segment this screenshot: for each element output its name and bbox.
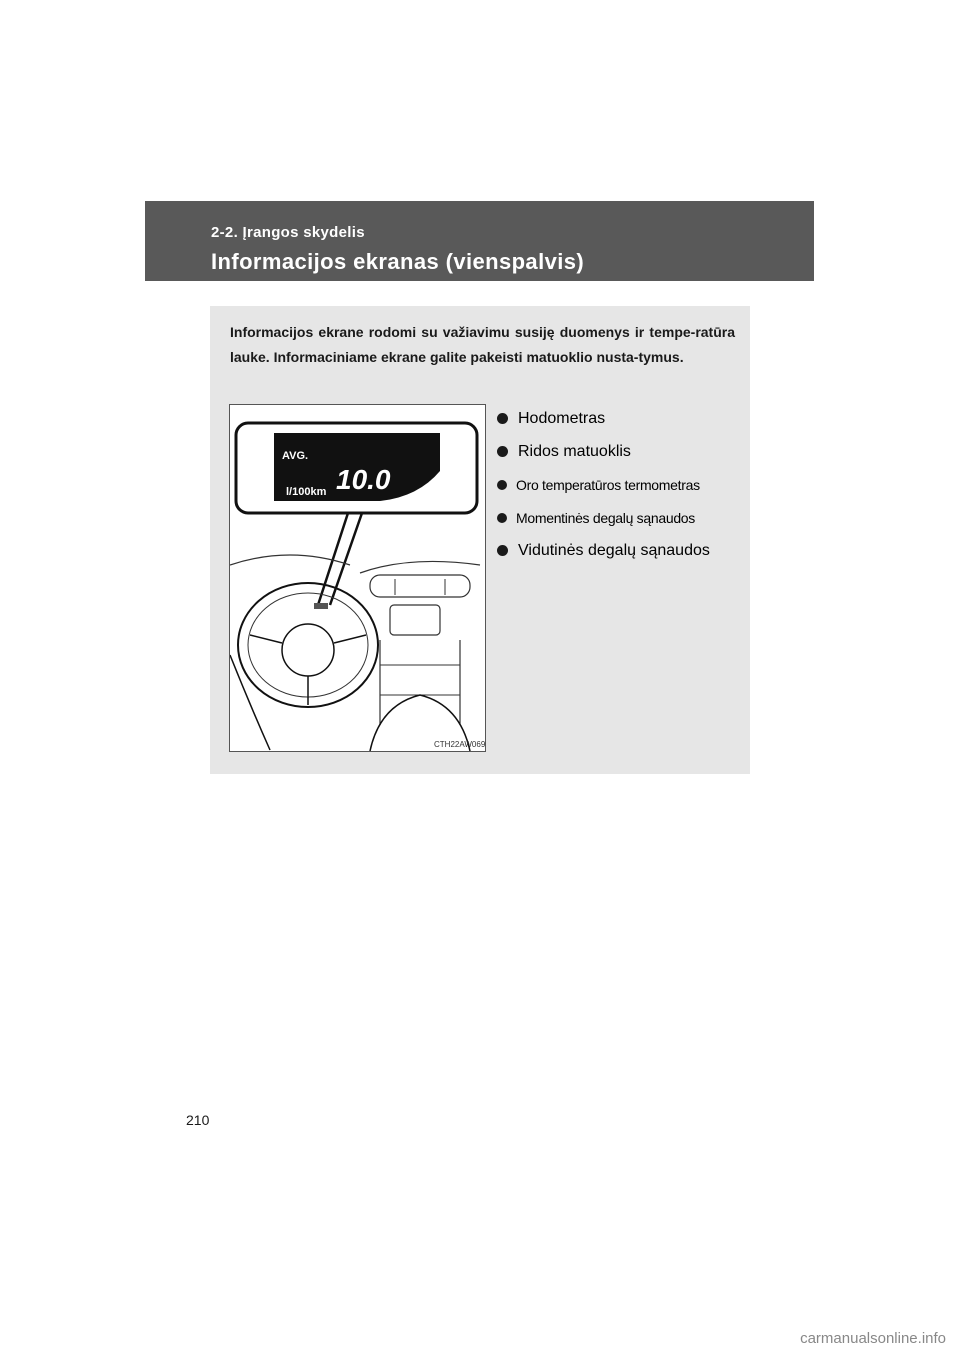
- list-item-label: Oro temperatūros termometras: [516, 476, 700, 493]
- list-item: [497, 501, 710, 534]
- bullet-dot-icon: [497, 513, 507, 523]
- lcd-unit: l/100km: [286, 486, 327, 498]
- cluster-display-mark: [314, 603, 328, 609]
- list-item-label: Vidutinės degalų sąnaudos: [518, 541, 710, 559]
- intro-paragraph: Informacijos ekrane rodomi su važiavimu susiję duomenys ir tempe-ratūra lauke. Informaciniame ekrane galite pakeisti matuoklio nusta-tymus.: [230, 324, 735, 365]
- watermark: carmanualsonline.info: [800, 1330, 946, 1347]
- list-item-label: Momentinės degalų sąnaudos: [516, 509, 695, 526]
- list-item-label: Hodometras: [518, 409, 606, 427]
- list-item: [497, 534, 710, 567]
- feature-list: [497, 402, 710, 567]
- bullet-dot-icon: [497, 545, 508, 556]
- dashboard-drawing: [230, 405, 485, 751]
- section-label: 2-2. Įrangos skydelis: [211, 224, 365, 241]
- page-number: 210: [186, 1112, 210, 1128]
- dashboard-illustration: [229, 404, 486, 752]
- section-header-band: [145, 201, 814, 281]
- lcd-value: 10.0: [336, 464, 391, 495]
- bullet-dot-icon: [497, 446, 508, 457]
- list-item: [497, 435, 710, 468]
- bullet-dot-icon: [497, 480, 507, 490]
- info-panel: [210, 306, 750, 774]
- bullet-dot-icon: [497, 413, 508, 424]
- callout-pointer-right: [330, 513, 362, 605]
- page-title: Informacijos ekranas (vienspalvis): [211, 249, 585, 274]
- list-item: [497, 468, 710, 501]
- center-display: [390, 605, 440, 635]
- list-item-label: Ridos matuoklis: [518, 442, 631, 460]
- figure-code: CTH22AW069: [434, 740, 485, 749]
- lcd-label: AVG.: [282, 450, 309, 462]
- list-item: [497, 402, 710, 435]
